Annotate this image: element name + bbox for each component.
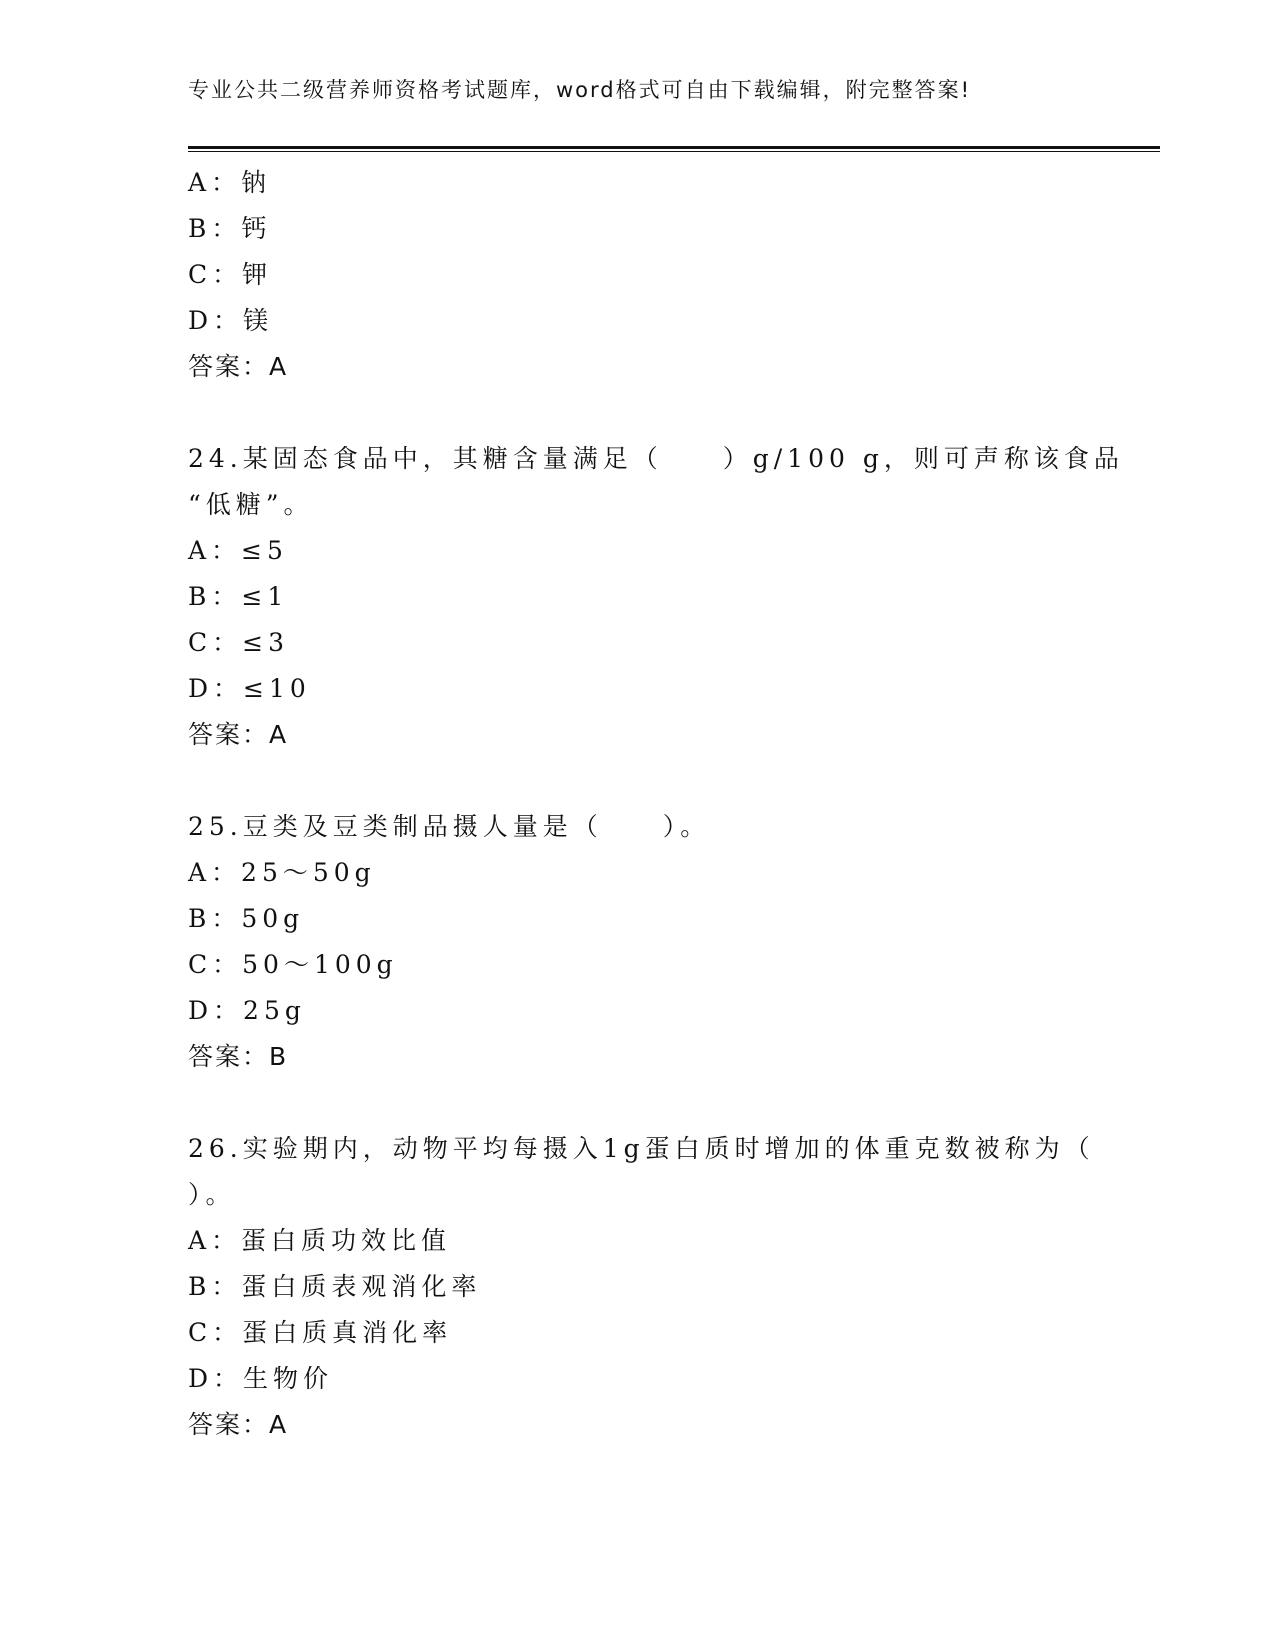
option-d: D：25g xyxy=(188,996,306,1025)
option-a: A：钠 xyxy=(188,168,272,197)
option-c: C：50～100g xyxy=(188,950,398,979)
question-stem-cont: “低糖”。 xyxy=(188,490,314,519)
option-b: B：50g xyxy=(188,904,305,933)
header-rule-thin xyxy=(188,151,1160,152)
option-c: C：钾 xyxy=(188,260,273,289)
option-b: B：钙 xyxy=(188,214,272,243)
option-d: D：镁 xyxy=(188,306,274,335)
option-a: A：≤5 xyxy=(188,536,288,565)
option-b: B：蛋白质表观消化率 xyxy=(188,1272,482,1301)
option-a: A：25～50g xyxy=(188,858,376,887)
question-26 xyxy=(188,1126,1095,1448)
question-stem-cont: ）。 xyxy=(188,1180,236,1209)
answer-line: 答案：A xyxy=(188,1410,289,1439)
answer-line: 答案：A xyxy=(188,720,289,749)
option-d: D：生物价 xyxy=(188,1364,334,1393)
page-header: 专业公共二级营养师资格考试题库，word格式可自由下载编辑，附完整答案! xyxy=(188,78,972,102)
header-rule-thick xyxy=(188,146,1160,149)
question-content xyxy=(188,160,1124,1448)
question-stem: 26.实验期内，动物平均每摄入1g蛋白质时增加的体重克数被称为（ xyxy=(188,1134,1095,1163)
question-stem: 24.某固态食品中，其糖含量满足（ ）g/100 g，则可声称该食品 xyxy=(188,444,1124,473)
option-d: D：≤10 xyxy=(188,674,311,703)
option-a: A：蛋白质功效比值 xyxy=(188,1226,452,1255)
option-c: C：蛋白质真消化率 xyxy=(188,1318,453,1347)
question-25 xyxy=(188,804,1088,1080)
answer-line: 答案：B xyxy=(188,1042,289,1071)
question-24 xyxy=(188,436,1124,758)
option-b: B：≤1 xyxy=(188,582,289,611)
option-c: C：≤3 xyxy=(188,628,289,657)
answer-line: 答案：A xyxy=(188,352,289,381)
question-23 xyxy=(188,160,1088,390)
question-stem: 25.豆类及豆类制品摄人量是（ ）。 xyxy=(188,812,711,841)
